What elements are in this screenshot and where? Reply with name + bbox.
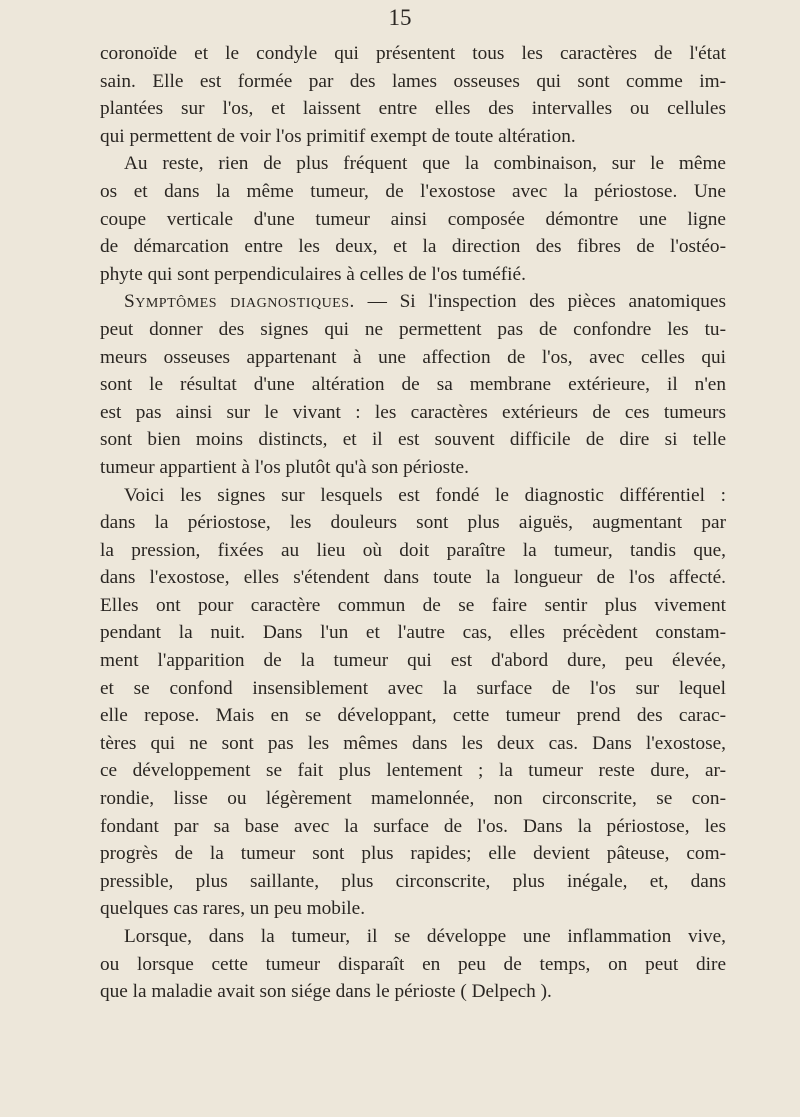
text-line: Au reste, rien de plus fréquent que la combinaison, sur le même: [124, 153, 726, 175]
text-line: qui permettent de voir l'os primitif exempt de toute altération.: [100, 125, 576, 147]
section-heading: Symptômes diagnostiques.: [124, 291, 355, 313]
text-line: dans la périostose, les douleurs sont plus aiguës, augmentant par: [100, 512, 726, 534]
text-line: ce développement se fait plus lentement ; la tumeur reste dure, ar-: [100, 760, 726, 782]
text-line: fondant par sa base avec la surface de l'os. Dans la périostose, les: [100, 815, 726, 837]
text-line: quelques cas rares, un peu mobile.: [100, 898, 366, 920]
section-heading-line: [100, 288, 726, 316]
text-line: meurs osseuses appartenant à une affection de l'os, avec celles qui: [100, 346, 726, 368]
text-line: est pas ainsi sur le vivant : les caractères extérieurs de ces tumeurs: [100, 401, 726, 423]
text-line: coronoïde et le condyle qui présentent tous les caractères de l'état: [100, 43, 726, 64]
text-run: — Si l'inspection des pièces anatomiques: [354, 291, 726, 313]
text-line: elle repose. Mais en se développant, cette tumeur prend des carac-: [100, 705, 726, 727]
text-line: coupe verticale d'une tumeur ainsi composée démontre une ligne: [100, 208, 726, 230]
text-line: et se confond insensiblement avec la surface de l'os sur lequel: [100, 677, 726, 699]
text-line: la pression, fixées au lieu où doit paraître la tumeur, tandis que,: [100, 539, 726, 561]
text-line: pendant la nuit. Dans l'un et l'autre cas, elles précèdent constam-: [100, 622, 726, 644]
text-line: plantées sur l'os, et laissent entre elles des intervalles ou cellules: [100, 98, 726, 120]
text-line: peut donner des signes qui ne permettent pas de confondre les tu-: [100, 318, 726, 340]
text-line: tumeur appartient à l'os plutôt qu'à son périoste.: [100, 456, 469, 478]
text-line: que la maladie avait son siége dans le périoste ( Delpech ).: [100, 981, 552, 1003]
text-line: Lorsque, dans la tumeur, il se développe une inflammation vive,: [124, 926, 726, 947]
page-number: 15: [388, 5, 412, 30]
text-line: ou lorsque cette tumeur disparaît en peu de temps, on peut dire: [100, 953, 726, 975]
text-line: Elles ont pour caractère commun de se faire sentir plus vivement: [100, 594, 726, 616]
text-line: pressible, plus saillante, plus circonscrite, plus inégale, et, dans: [100, 870, 726, 892]
text-line: Voici les signes sur lesquels est fondé le diagnostic différentiel :: [124, 484, 726, 506]
text-line: sont le résultat d'une altération de sa membrane extérieure, il n'en: [100, 374, 726, 396]
text-line: de démarcation entre les deux, et la direction des fibres de l'ostéo-: [100, 236, 726, 258]
text-line: dans l'exostose, elles s'étendent dans toute la longueur de l'os affecté.: [100, 567, 726, 589]
body-text: [100, 40, 726, 1006]
text-line: progrès de la tumeur sont plus rapides; elle devient pâteuse, com-: [100, 843, 726, 865]
text-line: rondie, lisse ou légèrement mamelonnée, non circonscrite, se con-: [100, 788, 726, 810]
text-line: sain. Elle est formée par des lames osseuses qui sont comme im-: [100, 70, 726, 92]
text-line: phyte qui sont perpendiculaires à celles de l'os tuméfié.: [100, 263, 526, 285]
text-line: sont bien moins distincts, et il est souvent difficile de dire si telle: [100, 429, 726, 451]
text-line: tères qui ne sont pas les mêmes dans les deux cas. Dans l'exostose,: [100, 732, 726, 754]
text-line: os et dans la même tumeur, de l'exostose avec la périostose. Une: [100, 180, 726, 202]
text-line: ment l'apparition de la tumeur qui est d'abord dure, peu élevée,: [100, 650, 726, 672]
